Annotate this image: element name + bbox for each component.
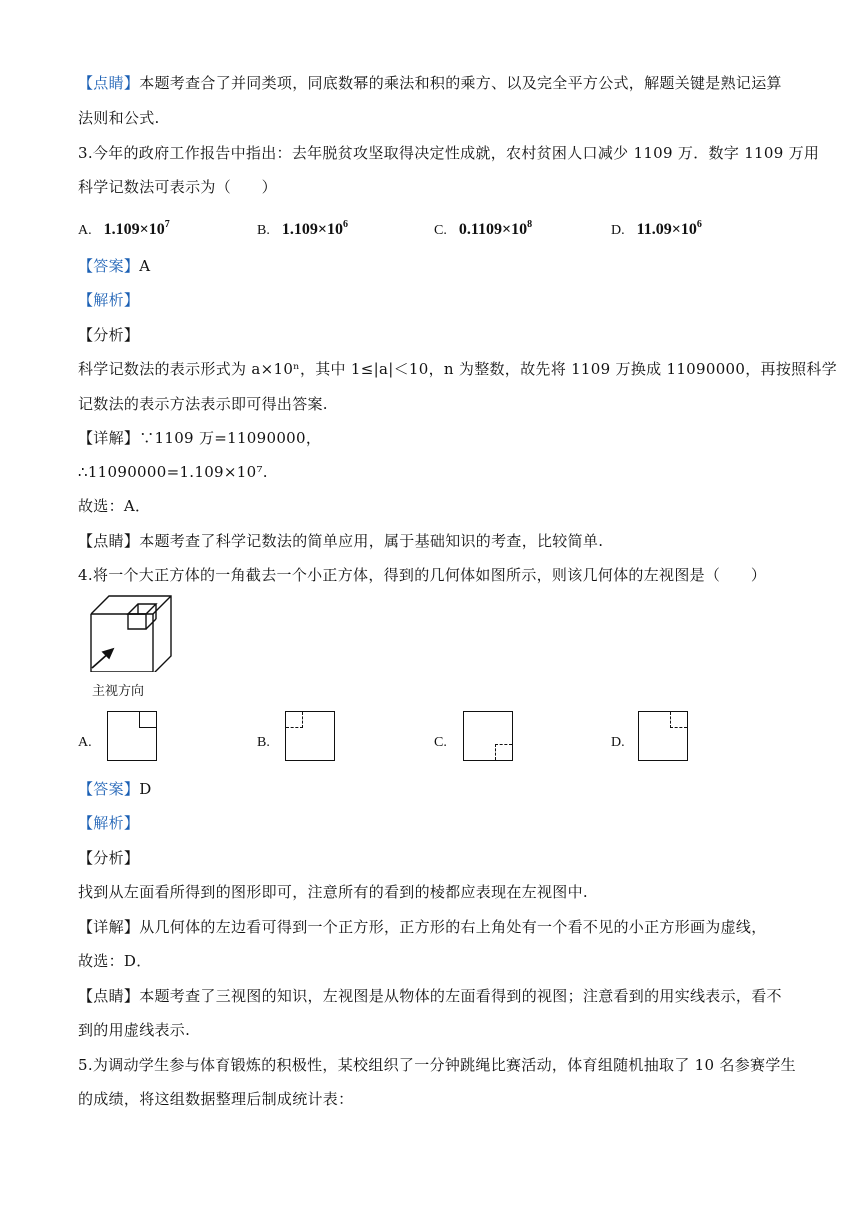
- q3-option-d: [611, 215, 702, 241]
- solid-corner: [139, 712, 156, 728]
- question-3-line1: 3.今年的政府工作报告中指出：去年脱贫攻坚取得决定性成就，农村贫困人口减少 1109 万．数字 1109 万用: [78, 144, 820, 162]
- q4-option-a-label: [78, 731, 92, 753]
- answer-3-line: [78, 256, 808, 276]
- option-exponent: 7: [164, 219, 170, 230]
- answer-tag: 【答案】: [78, 257, 140, 275]
- option-mantissa: 0.1109×10: [458, 221, 528, 238]
- dashed-corner: [670, 712, 687, 728]
- dashed-corner: [286, 712, 303, 728]
- answer-tag: 【答案】: [78, 780, 140, 798]
- option-exponent: 8: [527, 219, 533, 230]
- fenxi-3-line1: 科学记数法的表示形式为 a×10ⁿ，其中 1≤|a|＜10，n 为整数，故先将 1109 万换成 11090000，再按照科学: [78, 360, 838, 378]
- option-mantissa: 1.109×10: [281, 221, 343, 238]
- dianjing-tag: 【点睛】: [78, 532, 140, 550]
- question-4-line1: 4.将一个大正方体的一角截去一个小正方体，得到的几何体如图所示，则该几何体的左视图是（ ）: [78, 566, 767, 584]
- xiangjie-3-line: [78, 428, 808, 448]
- dianjing-4-line: [78, 986, 808, 1006]
- question-5-line1: 5.为调动学生参与体育锻炼的积极性，某校组织了一分钟跳绳比赛活动，体育组随机抽取了 10 名参赛学生: [78, 1056, 796, 1074]
- dianjing-text: 本题考查合了并同类项，同底数幂的乘法和积的乘方、以及完全平方公式，解题关键是熟记运算: [139, 74, 782, 92]
- figure-caption: 主视方向: [92, 684, 145, 699]
- option-label: D.: [611, 735, 625, 750]
- q4-option-c-figure: [463, 711, 513, 761]
- xiangjie-text: 从几何体的左边看可得到一个正方形，正方形的右上角处有一个看不见的小正方形画为虚线，: [139, 918, 767, 936]
- xiangjie-text: ∵1109 万=11090000，: [139, 429, 322, 447]
- question-3-line2: 科学记数法可表示为（ ）: [78, 178, 277, 196]
- option-exponent: 6: [342, 219, 348, 230]
- cube-figure: [86, 594, 186, 672]
- fenxi-4-line1: 找到从左面看所得到的图形即可，注意所有的看到的棱都应表现在左视图中.: [78, 883, 588, 901]
- dianjing-text: 本题考查了科学记数法的简单应用，属于基础知识的考查，比较简单.: [139, 532, 604, 550]
- option-label: C.: [434, 223, 447, 238]
- jiexi-4-tag: 【解析】: [78, 814, 140, 832]
- xiangjie-4-line: [78, 917, 808, 937]
- q4-option-a-figure: [107, 711, 157, 761]
- dianjing-tag: 【点睛】: [78, 987, 140, 1005]
- answer-value: A: [139, 257, 151, 275]
- xiangjie-4-line2: 故选：D．: [78, 952, 152, 970]
- fenxi-4-tag: 【分析】: [78, 849, 140, 867]
- fenxi-3-tag: 【分析】: [78, 326, 140, 344]
- text-line: 法则和公式.: [78, 109, 160, 127]
- xiangjie-tag: 【详解】: [78, 918, 140, 936]
- option-label: A.: [78, 735, 92, 750]
- dianjing-text: 本题考查了三视图的知识，左视图是从物体的左面看得到的视图；注意看到的用实线表示，看不: [139, 987, 782, 1005]
- dianjing-line: [78, 73, 808, 93]
- q3-option-c: [434, 215, 532, 241]
- option-label: B.: [257, 223, 270, 238]
- answer-4-line: [78, 779, 808, 799]
- fenxi-3-line2: 记数法的表示方法表示即可得出答案.: [78, 395, 328, 413]
- option-exponent: 6: [696, 219, 702, 230]
- jiexi-3-tag: 【解析】: [78, 291, 140, 309]
- q3-option-a: [78, 215, 170, 241]
- xiangjie-tag: 【详解】: [78, 429, 140, 447]
- q4-option-d-label: [611, 731, 625, 753]
- dianjing-4-line2: 到的用虚线表示.: [78, 1021, 191, 1039]
- q4-option-b-label: [257, 731, 270, 753]
- q4-option-c-label: [434, 731, 447, 753]
- option-label: D.: [611, 223, 625, 238]
- q4-option-d-figure: [638, 711, 688, 761]
- dianjing-3-line: [78, 531, 808, 551]
- option-mantissa: 11.09×10: [636, 221, 697, 238]
- dashed-corner: [495, 744, 512, 760]
- q3-option-b: [257, 215, 348, 241]
- xiangjie-3-line2: ∴11090000=1.109×10⁷.: [78, 463, 268, 481]
- option-label: B.: [257, 735, 270, 750]
- q4-option-b-figure: [285, 711, 335, 761]
- answer-value: D: [139, 780, 152, 798]
- option-label: C.: [434, 735, 447, 750]
- option-label: A.: [78, 223, 92, 238]
- xiangjie-3-line3: 故选：A．: [78, 497, 151, 515]
- option-mantissa: 1.109×10: [103, 221, 165, 238]
- dianjing-tag: 【点睛】: [78, 74, 140, 92]
- question-5-line2: 的成绩，将这组数据整理后制成统计表：: [78, 1090, 354, 1108]
